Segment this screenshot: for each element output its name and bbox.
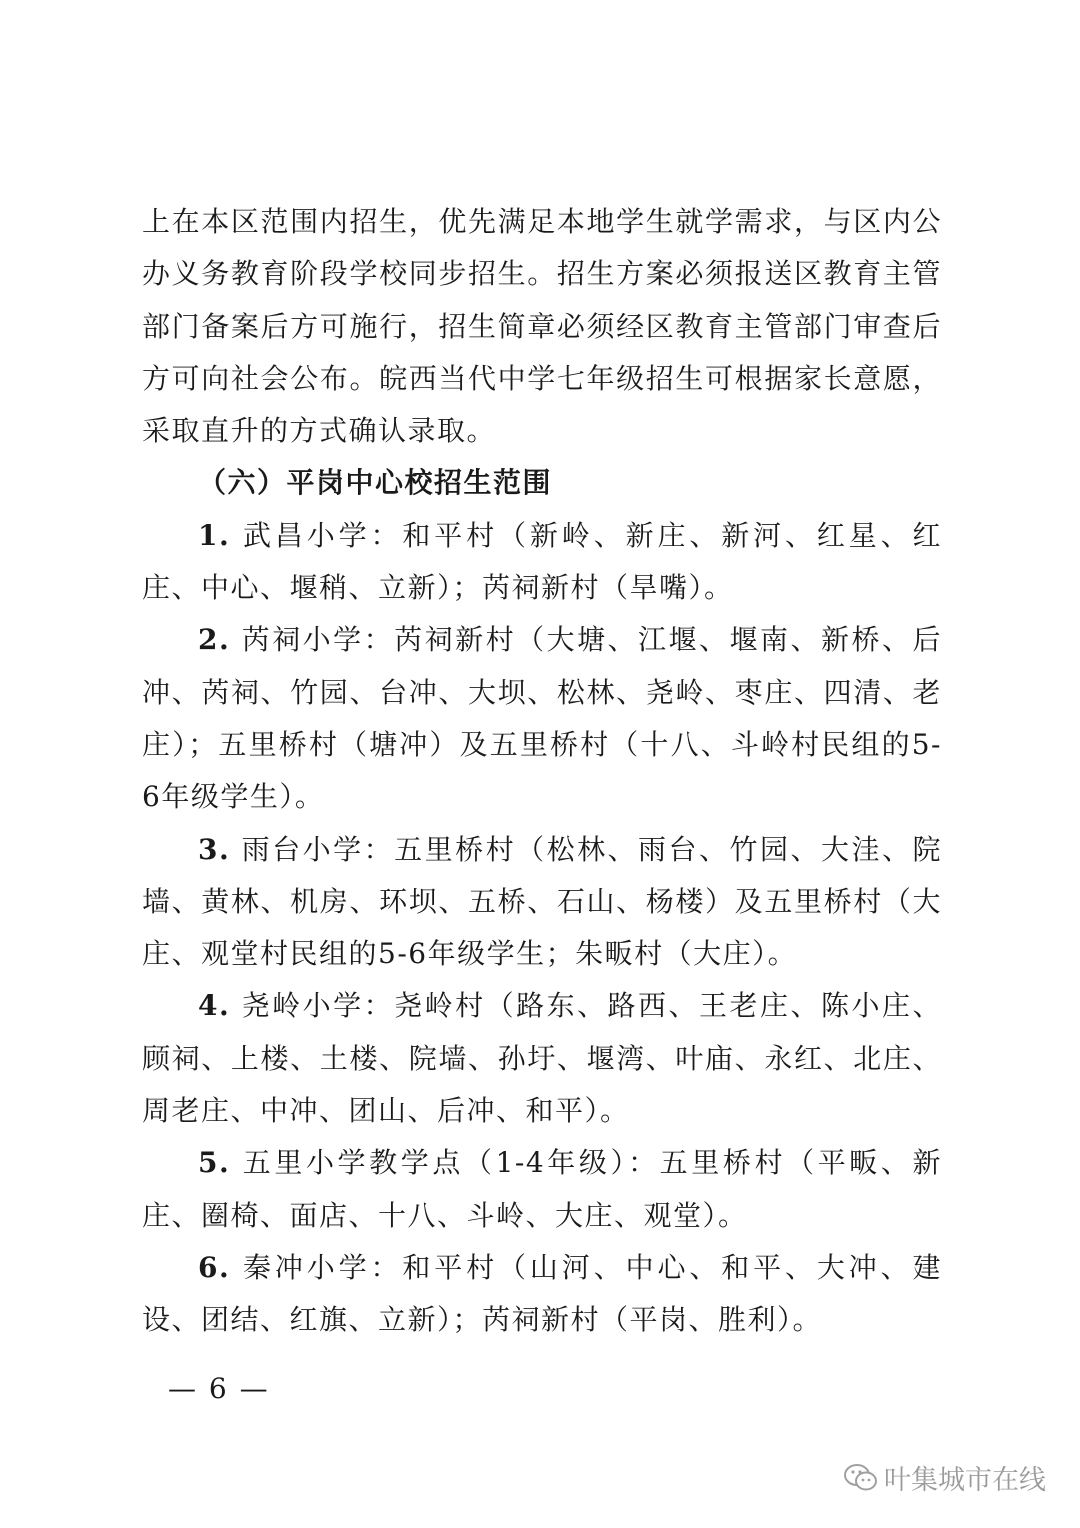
item-number: 6. <box>198 1250 231 1284</box>
item-text: 雨台小学：五里桥村（松林、雨台、竹园、大洼、院墙、黄林、机房、环坝、五桥、石山、杨楼）及五里桥村（大庄、观堂村民组的5-6年级学生；朱畈村（大庄）。 <box>142 832 942 971</box>
wechat-icon <box>844 1463 878 1493</box>
list-item <box>142 1242 942 1347</box>
list-item <box>142 824 942 981</box>
page-number: — 6 — <box>168 1372 270 1405</box>
item-number: 3. <box>198 832 231 866</box>
list-item <box>142 510 942 615</box>
list-item <box>142 980 942 1137</box>
list-item <box>142 614 942 823</box>
watermark-text: 叶集城市在线 <box>884 1465 1046 1496</box>
item-text: 秦冲小学：和平村（山河、中心、和平、大冲、建设、团结、红旗、立新）；芮祠新村（平岗、胜利）。 <box>142 1250 942 1337</box>
item-text: 尧岭小学：尧岭村（路东、路西、王老庄、陈小庄、顾祠、上楼、土楼、院墙、孙圩、堰湾、叶庙、永红、北庄、周老庄、中冲、团山、后冲、和平）。 <box>142 989 942 1128</box>
intro-paragraph: 上在本区范围内招生，优先满足本地学生就学需求，与区内公办义务教育阶段学校同步招生。招生方案必须报送区教育主管部门备案后方可施行，招生简章必须经区教育主管部门审查后方可向社会公布。皖西当代中学七年级招生可根据家长意愿，采取直升的方式确认录取。 <box>142 205 942 448</box>
item-number: 2. <box>198 623 231 657</box>
item-text: 五里小学教学点（1-4年级）：五里桥村（平畈、新庄、圈椅、面店、十八、斗岭、大庄、观堂）。 <box>142 1146 943 1232</box>
item-text: 芮祠小学：芮祠新村（大塘、江堰、堰南、新桥、后冲、芮祠、竹园、台冲、大坝、松林、尧岭、枣庄、四清、老庄）；五里桥村（塘冲）及五里桥村（十八、斗岭村民组的5-6年级学生）。 <box>142 623 942 814</box>
item-number: 4. <box>198 989 231 1023</box>
item-text: 武昌小学：和平村（新岭、新庄、新河、红星、红庄、中心、堰稍、立新）；芮祠新村（旱嘴）。 <box>142 518 942 605</box>
source-watermark <box>844 1458 1046 1497</box>
item-number: 5. <box>198 1146 231 1180</box>
item-number: 1. <box>198 518 231 552</box>
list-item <box>142 1137 942 1242</box>
document-body <box>142 196 942 1347</box>
section-heading: （六）平岗中心校招生范围 <box>198 466 553 500</box>
